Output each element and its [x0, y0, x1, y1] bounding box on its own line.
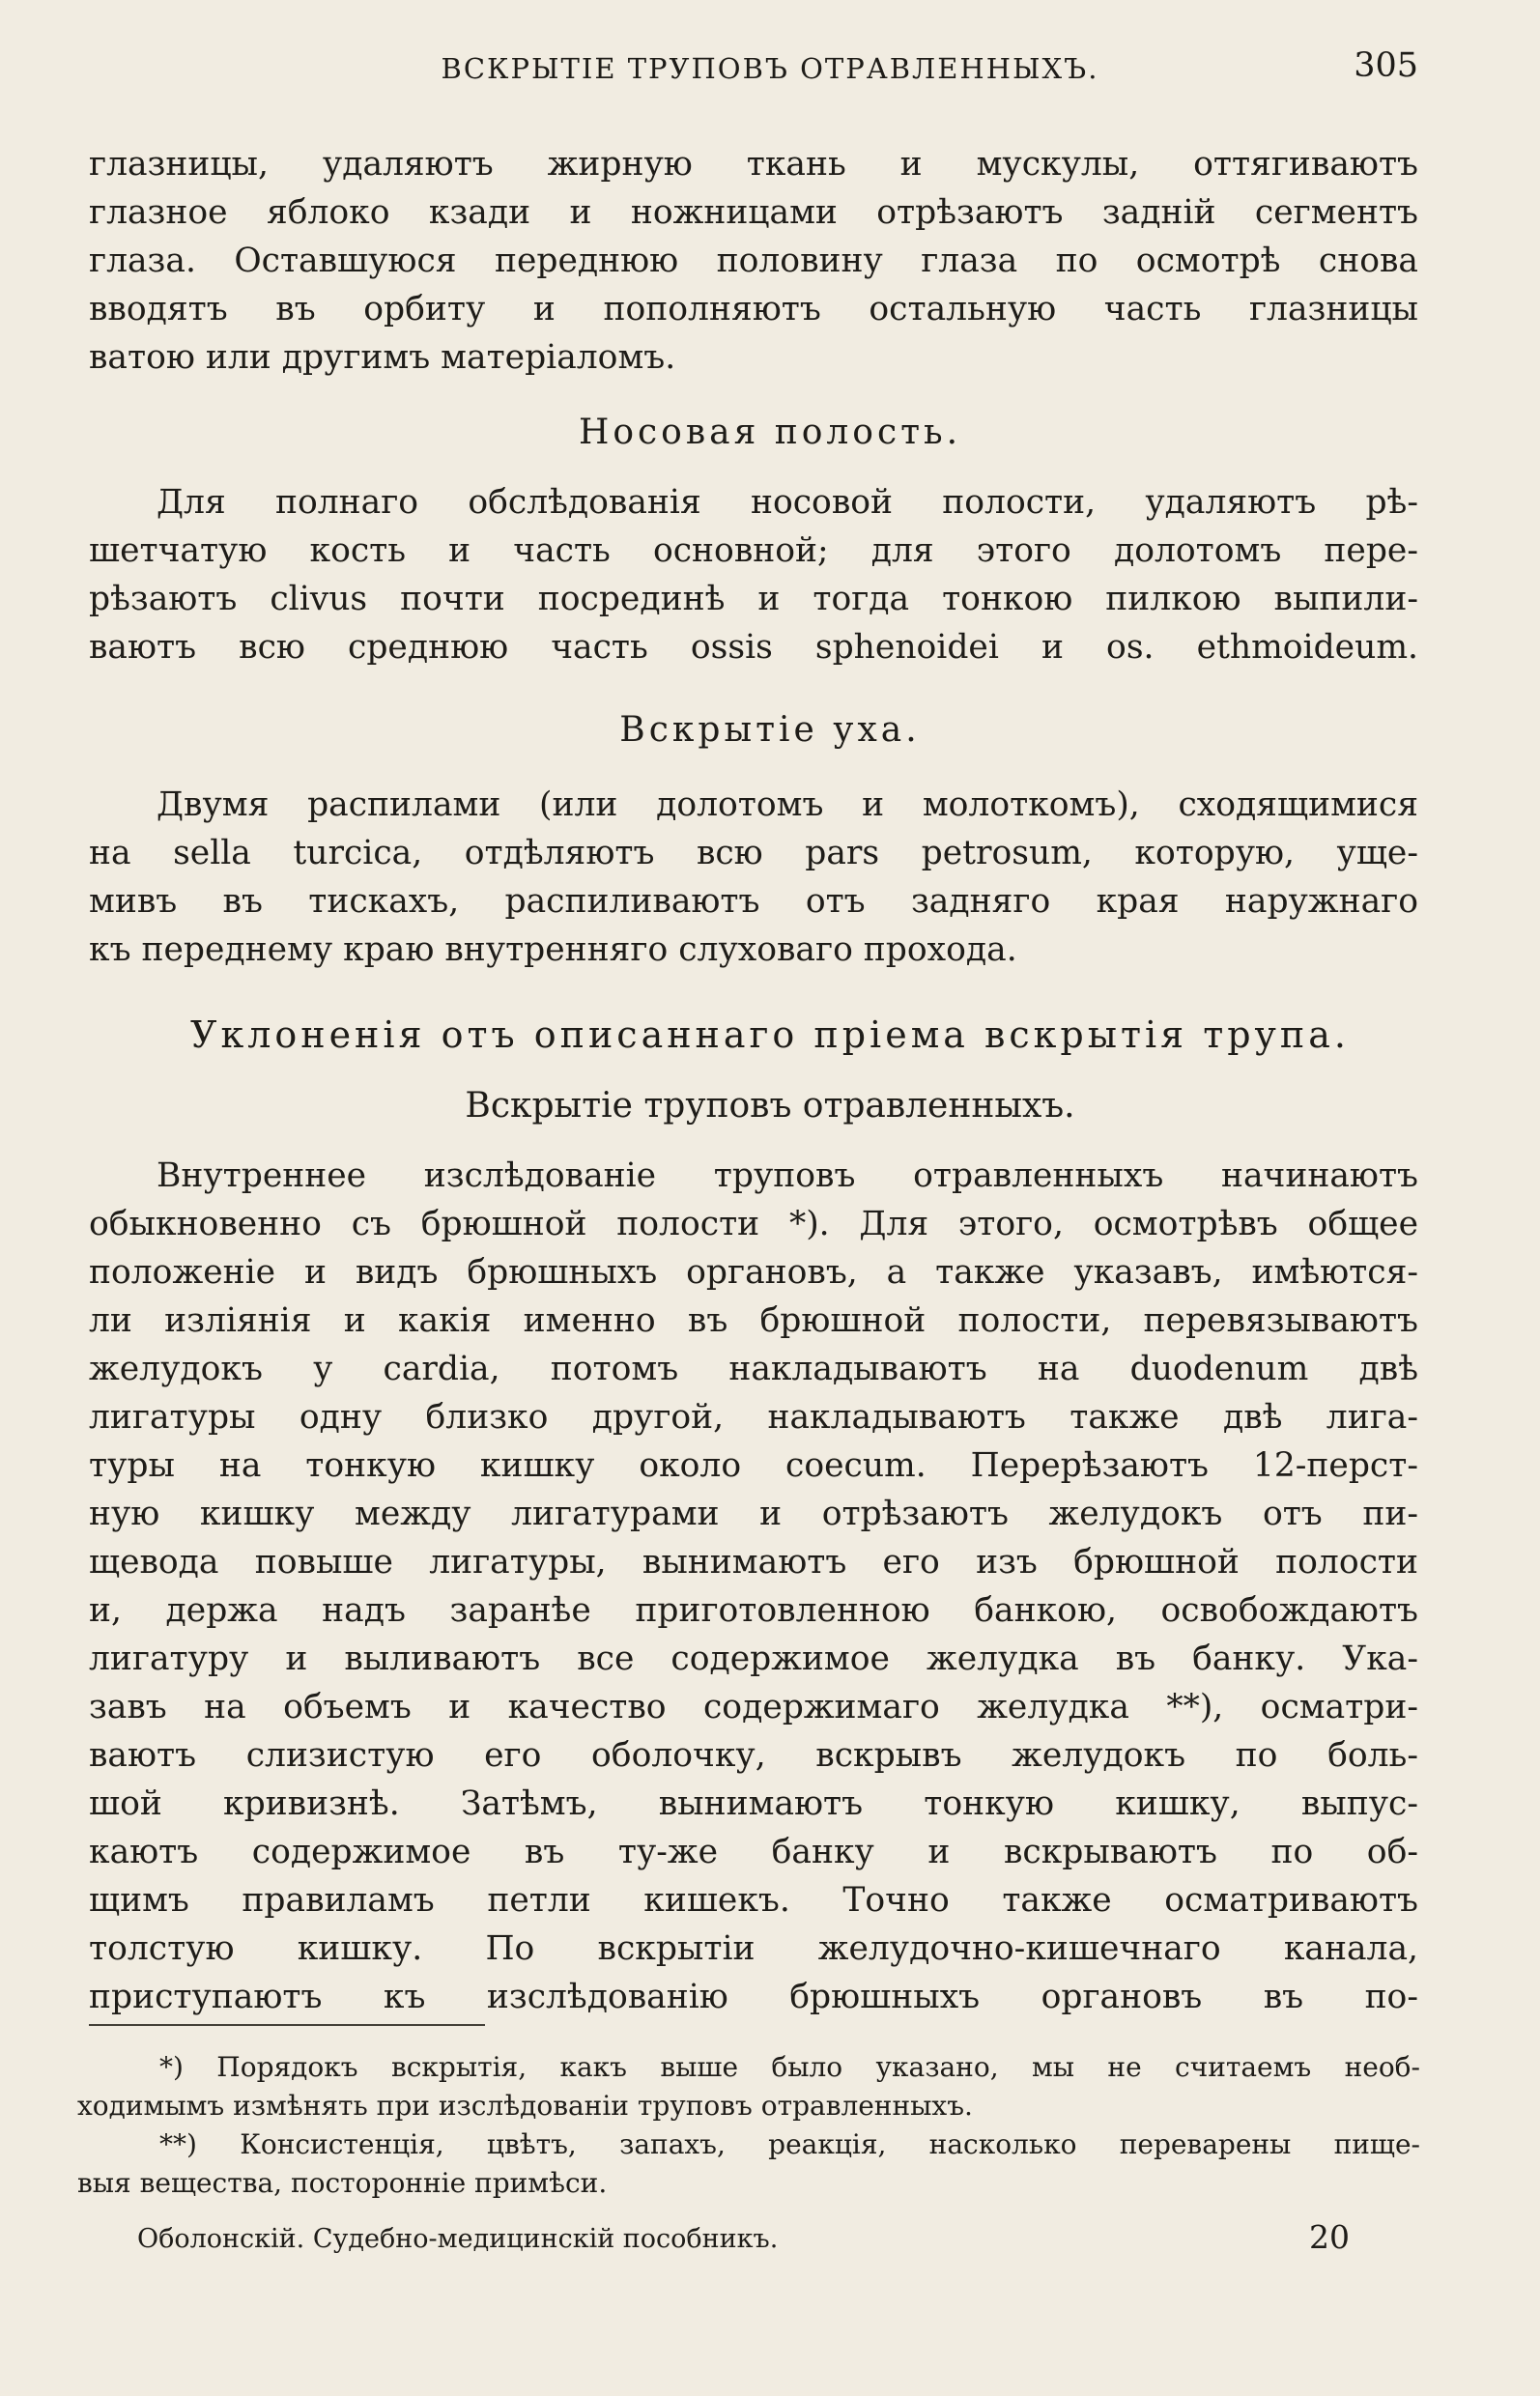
- text-line: глазницы, удаляютъ жирную ткань и мускулы, оттягиваютъ: [89, 145, 1418, 184]
- footnote-line: *) Порядокъ вскрытія, какъ выше было указано, мы не считаемъ необ-: [159, 2051, 1420, 2083]
- footnote-line: ходимымъ измѣнять при изслѣдованіи труповъ отравленныхъ.: [77, 2090, 973, 2122]
- signature-line: Оболонскій. Судебно-медицинскій пособникъ.: [137, 2224, 779, 2254]
- footnote-line: **) Консистенція, цвѣтъ, запахъ, реакція, насколько переварены пище-: [159, 2128, 1420, 2160]
- text-line: Для полнаго обслѣдованія носовой полости, удаляютъ рѣ-: [157, 483, 1418, 522]
- text-line: вводятъ въ орбиту и пополняютъ остальную часть глазницы: [89, 290, 1418, 328]
- text-line: шетчатую кость и часть основной; для этого долотомъ пере-: [89, 531, 1418, 570]
- section-heading-nasal-cavity: Носовая полость.: [578, 413, 962, 452]
- section-heading-ear: Вскрытіе уха.: [619, 710, 921, 750]
- text-line: ную кишку между лигатурами и отрѣзаютъ желудокъ отъ пи-: [89, 1495, 1418, 1533]
- section-heading-deviations: Уклоненія отъ описаннаго пріема вскрытія трупа.: [190, 1013, 1350, 1056]
- page-number: 305: [1354, 46, 1418, 85]
- text-line: туры на тонкую кишку около coecum. Перерѣзаютъ 12-перст-: [89, 1446, 1418, 1485]
- text-line: ваютъ слизистую его оболочку, вскрывъ желудокъ по боль-: [89, 1736, 1418, 1775]
- text-line: ли изліянія и какія именно въ брюшной полости, перевязываютъ: [89, 1301, 1418, 1340]
- text-line: глаза. Оставшуюся переднюю половину глаза по осмотрѣ снова: [89, 242, 1418, 280]
- text-line: обыкновенно съ брюшной полости *). Для этого, осмотрѣвъ общее: [89, 1205, 1418, 1243]
- section-heading-poisoned-corpses: Вскрытіе труповъ отравленныхъ.: [465, 1086, 1075, 1126]
- text-line: щимъ правиламъ петли кишекъ. Точно также осматриваютъ: [89, 1881, 1418, 1920]
- sheet-number: 20: [1309, 2218, 1350, 2256]
- running-title: ВСКРЫТІЕ ТРУПОВЪ ОТРАВЛЕННЫХЪ.: [441, 52, 1099, 85]
- text-line: толстую кишку. По вскрытіи желудочно-кишечнаго канала,: [89, 1929, 1418, 1968]
- text-line: глазное яблоко кзади и ножницами отрѣзаютъ задній сегментъ: [89, 193, 1418, 232]
- text-line: завъ на объемъ и качество содержимаго желудка **), осматри-: [89, 1688, 1418, 1726]
- text-line: положеніе и видъ брюшныхъ органовъ, а также указавъ, имѣются-: [89, 1253, 1418, 1292]
- text-line: Двумя распилами (или долотомъ и молоткомъ), сходящимися: [157, 785, 1418, 824]
- text-line: каютъ содержимое въ ту-же банку и вскрываютъ по об-: [89, 1833, 1418, 1871]
- text-line: приступаютъ къ изслѣдованію брюшныхъ органовъ въ по-: [89, 1978, 1418, 2016]
- text-line: къ переднему краю внутренняго слуховаго прохода.: [89, 930, 1017, 969]
- text-line: на sella turcica, отдѣляютъ всю pars petrosum, которую, ущe-: [89, 834, 1418, 872]
- text-line: лигатуры одну близко другой, накладываютъ также двѣ лига-: [89, 1398, 1418, 1437]
- footnote-separator: [89, 2024, 485, 2026]
- text-line: мивъ въ тискахъ, распиливаютъ отъ задняго края наружнаго: [89, 882, 1418, 921]
- footnote-line: выя вещества, посторонніе примѣси.: [77, 2167, 608, 2199]
- text-line: и, держа надъ заранѣе приготовленною банкою, освобождаютъ: [89, 1591, 1418, 1630]
- text-line: щевода повыше лигатуры, вынимаютъ его изъ брюшной полости: [89, 1543, 1418, 1582]
- text-line: Внутреннее изслѣдованіе труповъ отравленныхъ начинаютъ: [157, 1156, 1418, 1195]
- text-line: ватою или другимъ матеріаломъ.: [89, 338, 676, 377]
- text-line: желудокъ у cardia, потомъ накладываютъ на duodenum двѣ: [89, 1350, 1418, 1388]
- text-line: шой кривизнѣ. Затѣмъ, вынимаютъ тонкую кишку, выпус-: [89, 1784, 1418, 1823]
- text-line: лигатуру и выливаютъ все содержимое желудка въ банку. Ука-: [89, 1640, 1418, 1678]
- text-line: рѣзаютъ clivus почти посрединѣ и тогда тонкою пилкою выпили-: [89, 580, 1418, 618]
- text-line: ваютъ всю среднюю часть ossis sphenoidei и os. ethmoideum.: [89, 628, 1418, 667]
